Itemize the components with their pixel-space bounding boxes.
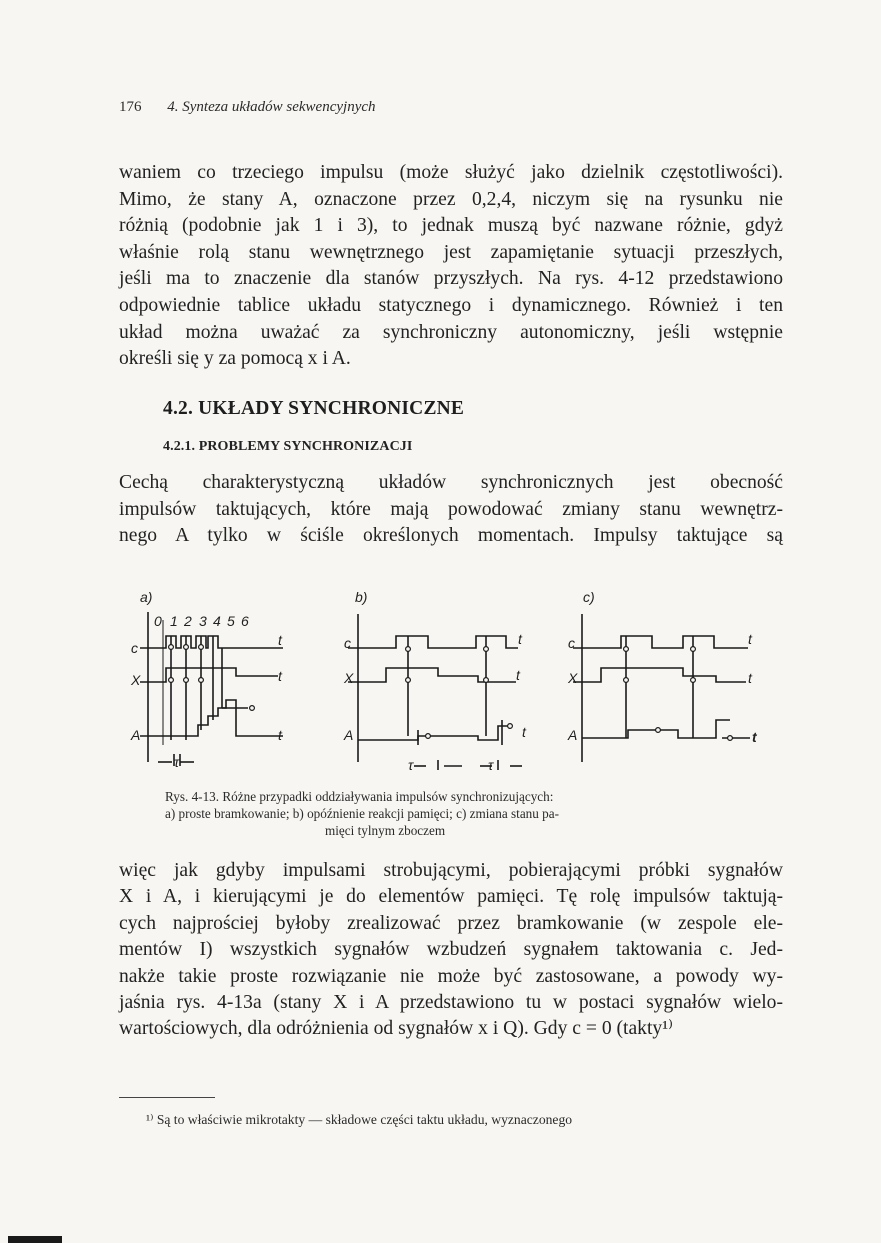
signal-label-a: A bbox=[344, 727, 354, 743]
signal-label-x: X bbox=[131, 672, 141, 688]
state-number: 3 bbox=[199, 613, 207, 629]
sample-dot bbox=[656, 728, 661, 733]
sample-dot bbox=[426, 734, 431, 739]
axis-label-t: t bbox=[748, 670, 752, 686]
sample-dot bbox=[184, 645, 189, 650]
sample-dot bbox=[691, 678, 696, 683]
signal-label-c: c bbox=[344, 635, 351, 651]
footnote-rule bbox=[119, 1097, 215, 1098]
subsection-heading: 4.2.1. PROBLEMY SYNCHRONIZACJI bbox=[163, 439, 413, 454]
panel-label-c: c) bbox=[583, 589, 595, 605]
text-line: określi się y za pomocą x i A. bbox=[119, 348, 351, 370]
text-line: odpowiednie tablice układu statycznego i dynamicznego. Również i ten bbox=[119, 294, 783, 316]
clock-waveform bbox=[348, 636, 518, 648]
timing-diagram-figure bbox=[118, 580, 798, 780]
tau-label: τ bbox=[488, 757, 494, 773]
sample-dot bbox=[199, 645, 204, 650]
sample-dot bbox=[406, 678, 411, 683]
sample-dot bbox=[184, 678, 189, 683]
text-line: waniem co trzeciego impulsu (może służyć jako dzielnik częstotliwości). bbox=[119, 162, 783, 183]
paragraph-2 bbox=[119, 470, 783, 550]
a-waveform bbox=[140, 700, 283, 736]
state-number: 5 bbox=[227, 613, 235, 629]
signal-label-a: A bbox=[568, 727, 578, 743]
state-number: 6 bbox=[241, 613, 249, 629]
sample-dot bbox=[691, 647, 696, 652]
running-title: 4. Synteza układów sekwencyjnych bbox=[167, 99, 376, 115]
caption-line: a) proste bramkowanie; b) opóźnienie reakcji pamięci; c) zmiana stanu pa- bbox=[165, 806, 559, 821]
clock-waveform bbox=[573, 636, 748, 648]
sample-dot bbox=[728, 736, 733, 741]
signal-label-x: X bbox=[568, 670, 578, 686]
signal-label-c: c bbox=[131, 640, 138, 656]
page-number: 176 bbox=[119, 99, 142, 115]
sample-dot bbox=[169, 678, 174, 683]
clock-waveform bbox=[140, 636, 283, 648]
axis-label-t: t bbox=[518, 631, 522, 647]
figure-caption bbox=[165, 788, 753, 839]
state-number: 4 bbox=[213, 613, 221, 629]
tau-label: τ bbox=[174, 754, 180, 770]
a-waveform bbox=[358, 726, 512, 740]
signal-label-x: X bbox=[344, 670, 354, 686]
x-waveform bbox=[348, 668, 516, 682]
text-line: Cechą charakterystyczną układów synchronicznych jest obecność bbox=[119, 472, 783, 493]
running-header bbox=[119, 99, 376, 116]
footnote: ¹⁾ Są to właściwie mikrotakty — składowe części taktu układu, wyznaczonego bbox=[146, 1112, 573, 1127]
text-line: cych najprościej byłoby zrealizować przez bramkowanie (w zespole ele- bbox=[119, 912, 783, 934]
axis-label-t: t bbox=[516, 667, 520, 683]
text-line: właśnie rolą stanu wewnętrznego jest zapamiętanie sytuacji przeszłych, bbox=[119, 241, 783, 263]
axis-label-t: t bbox=[522, 724, 526, 740]
sample-dot bbox=[624, 678, 629, 683]
paragraph-1 bbox=[119, 160, 783, 373]
sample-dot bbox=[406, 647, 411, 652]
text-line: X i A, i kierującymi je do elementów pamięci. Tę rolę impulsów taktują- bbox=[119, 886, 783, 908]
paragraph-3 bbox=[119, 858, 783, 1043]
text-line: impulsów taktujących, które mają powodować zmiany stanu wewnętrz- bbox=[119, 498, 783, 520]
text-line: wartościowych, dla odróżnienia od sygnałów x i Q). Gdy c = 0 (takty¹⁾ bbox=[119, 1018, 673, 1040]
text-line: mentów I) wszystkich sygnałów wzbudzeń sygnałem taktowania c. Jed- bbox=[119, 939, 783, 961]
panel-label-b: b) bbox=[355, 589, 368, 605]
sample-dot bbox=[624, 647, 629, 652]
state-number: 1 bbox=[170, 613, 178, 629]
sample-dot bbox=[484, 647, 489, 652]
x-waveform bbox=[573, 668, 746, 682]
scan-edge-mark bbox=[8, 1236, 62, 1243]
axis-label-t: t bbox=[752, 729, 757, 745]
section-heading: 4.2. UKŁADY SYNCHRONICZNE bbox=[163, 398, 465, 419]
tau-label: τ bbox=[408, 757, 414, 773]
sample-dot bbox=[484, 678, 489, 683]
text-line: jaśnia rys. 4-13a (stany X i A przedstawiono tu w postaci sygnałów wielo- bbox=[119, 992, 783, 1014]
sample-dot bbox=[250, 706, 255, 711]
text-line: nego A tylko w ściśle określonych momentach. Impulsy taktujące są bbox=[119, 525, 783, 547]
text-line: różnią (podobnie jak 1 i 3), to jednak muszą być nazwane różnie, gdyż bbox=[119, 215, 783, 237]
state-number: 0 bbox=[154, 613, 162, 629]
text-line: jeśli ma to znaczenie dla stanów przyszłych. Na rys. 4-12 przedstawiono bbox=[119, 268, 783, 290]
state-number: 2 bbox=[184, 613, 192, 629]
axis-label-t: t bbox=[748, 631, 752, 647]
sample-dot bbox=[508, 724, 513, 729]
caption-line: mięci tylnym zboczem bbox=[325, 823, 446, 838]
axis-label-t: t bbox=[278, 727, 282, 743]
sample-dot bbox=[169, 645, 174, 650]
signal-label-a: A bbox=[131, 727, 141, 743]
panel-label-a: a) bbox=[140, 589, 153, 605]
caption-line: Rys. 4-13. Różne przypadki oddziaływania impulsów synchronizujących: bbox=[165, 789, 554, 804]
signal-label-c: c bbox=[568, 635, 575, 651]
x-waveform bbox=[140, 668, 278, 682]
text-line: więc jak gdyby impulsami strobującymi, pobierającymi próbki sygnałów bbox=[119, 860, 783, 881]
text-line: układ można uważać za synchroniczny autonomiczny, jeśli wstępnie bbox=[119, 321, 783, 343]
axis-label-t: t bbox=[278, 632, 282, 648]
text-line: nakże takie proste rozwiązanie nie może być zastosowane, a powody wy- bbox=[119, 965, 783, 987]
axis-label-t: t bbox=[278, 668, 282, 684]
sample-dot bbox=[199, 678, 204, 683]
text-line: Mimo, że stany A, oznaczone przez 0,2,4, niczym się na rysunku nie bbox=[119, 188, 783, 210]
